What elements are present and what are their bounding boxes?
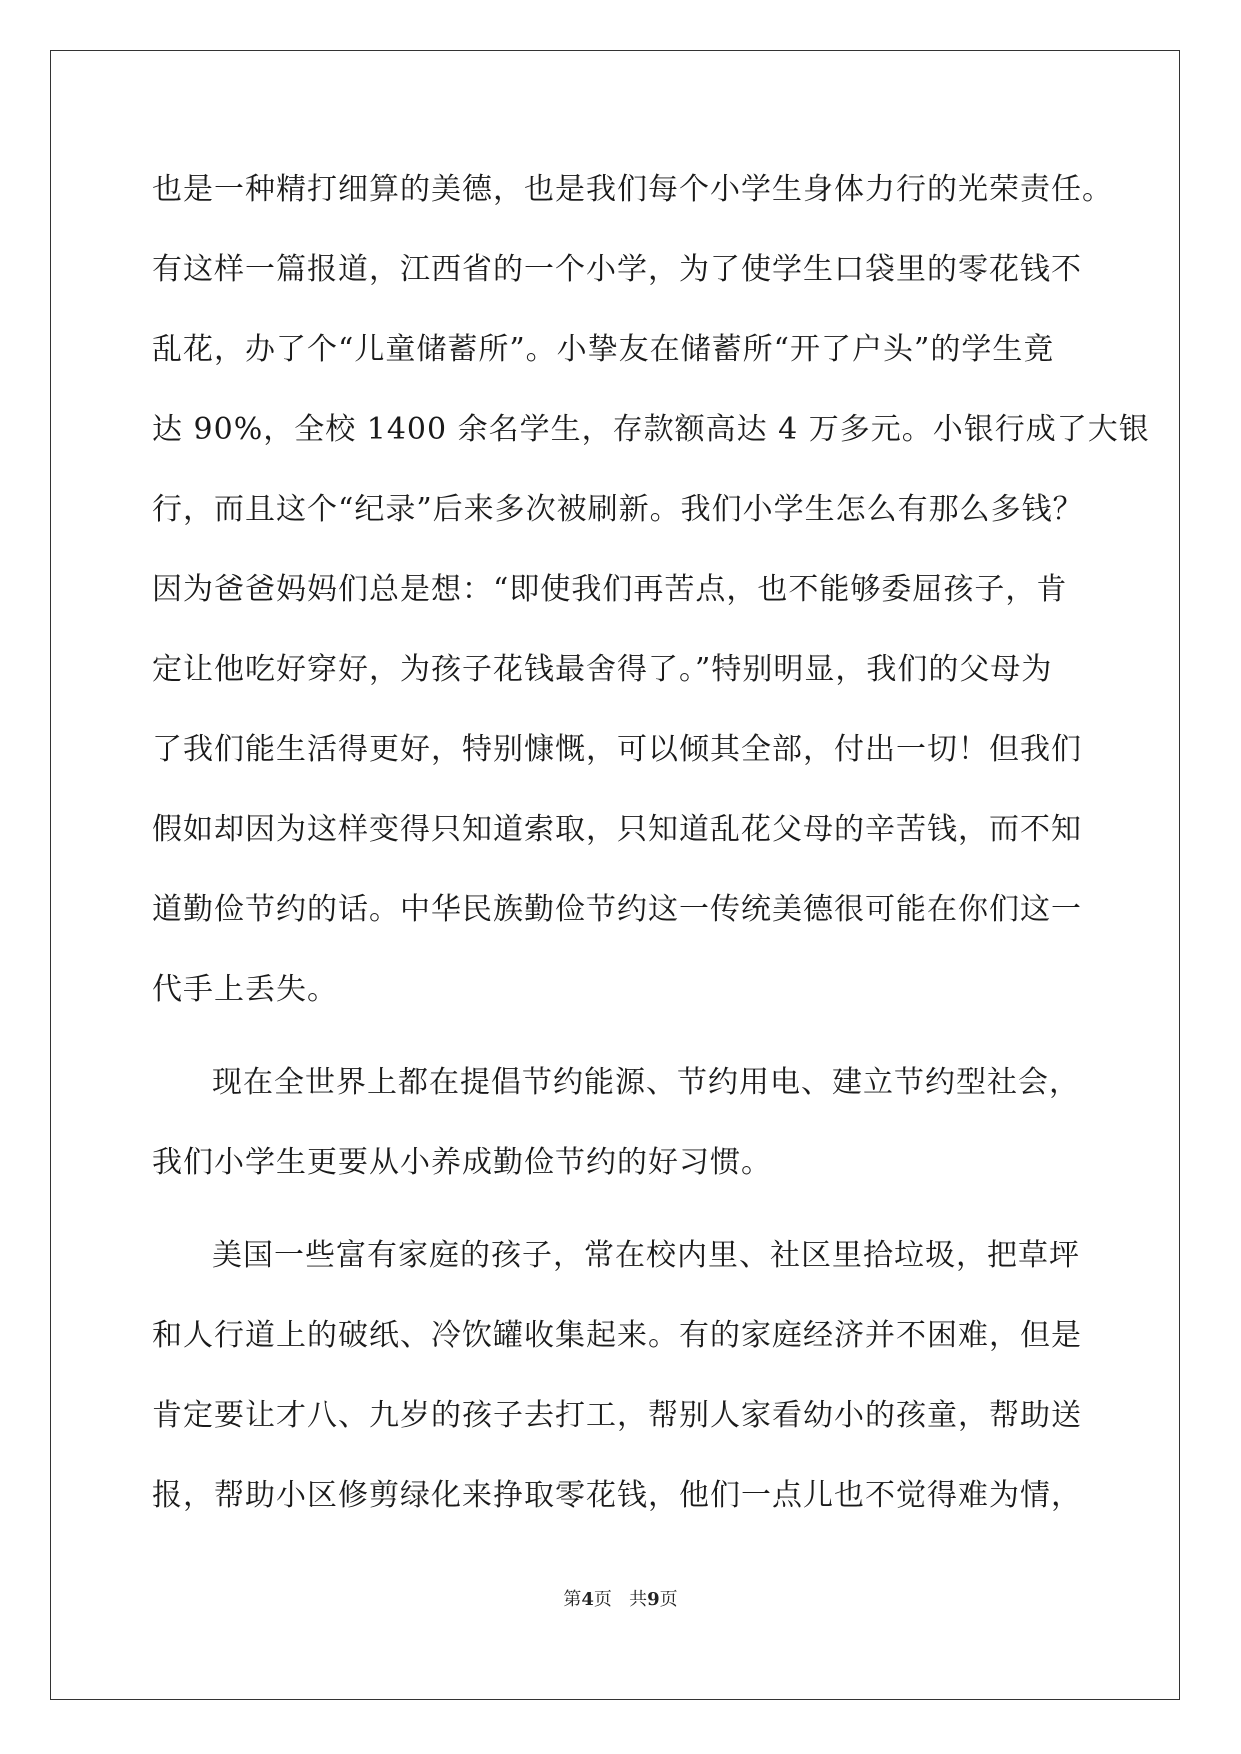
text-line: 也是一种精打细算的美德，也是我们每个小学生身体力行的光荣责任。	[152, 172, 1113, 207]
text-line: 报，帮助小区修剪绿化来挣取零花钱，他们一点儿也不觉得难为情，	[152, 1478, 1082, 1513]
document-body	[152, 150, 1150, 1536]
text-line: 因为爸爸妈妈们总是想：“即使我们再苦点，也不能够委屈孩子，肯	[152, 572, 1068, 607]
page-number: 4	[581, 1589, 594, 1610]
page-prefix: 第	[563, 1589, 582, 1610]
paragraph-gap	[152, 1030, 1087, 1043]
paragraph-3	[152, 1216, 1087, 1536]
text-line: 达 90%，全校 1400 余名学生，存款额高达 4 万多元。小银行成了大银	[152, 412, 1150, 447]
text-line: 我们小学生更要从小养成勤俭节约的好习惯。	[152, 1145, 772, 1180]
text-line: 道勤俭节约的话。中华民族勤俭节约这一传统美德很可能在你们这一	[152, 892, 1082, 927]
page-suffix: 页	[593, 1589, 612, 1610]
text-line: 假如却因为这样变得只知道索取，只知道乱花父母的辛苦钱，而不知	[152, 812, 1082, 847]
total-prefix: 共	[629, 1589, 648, 1610]
text-line: 代手上丢失。	[152, 972, 338, 1007]
total-pages: 9	[647, 1589, 660, 1610]
text-line: 行，而且这个“纪录”后来多次被刷新。我们小学生怎么有那么多钱？	[152, 492, 1084, 527]
text-line: 肯定要让才八、九岁的孩子去打工，帮别人家看幼小的孩童，帮助送	[152, 1398, 1082, 1433]
paragraph-2	[152, 1043, 1087, 1203]
text-line: 和人行道上的破纸、冷饮罐收集起来。有的家庭经济并不困难，但是	[152, 1318, 1082, 1353]
total-suffix: 页	[659, 1589, 678, 1610]
text-line: 乱花，办了个“儿童储蓄所”。小挚友在储蓄所“开了户头”的学生竟	[152, 332, 1055, 367]
text-line: 美国一些富有家庭的孩子，常在校内里、社区里拾垃圾，把草坪	[212, 1238, 1080, 1273]
paragraph-gap	[152, 1203, 1087, 1216]
text-line: 定让他吃好穿好，为孩子花钱最舍得了。”特别明显，我们的父母为	[152, 652, 1053, 687]
text-line: 现在全世界上都在提倡节约能源、节约用电、建立节约型社会，	[212, 1065, 1080, 1100]
paragraph-1	[152, 150, 1150, 1030]
text-line: 了我们能生活得更好，特别慷慨，可以倾其全部，付出一切！但我们	[152, 732, 1082, 767]
page-footer	[0, 1585, 1241, 1611]
text-line: 有这样一篇报道，江西省的一个小学，为了使学生口袋里的零花钱不	[152, 252, 1082, 287]
